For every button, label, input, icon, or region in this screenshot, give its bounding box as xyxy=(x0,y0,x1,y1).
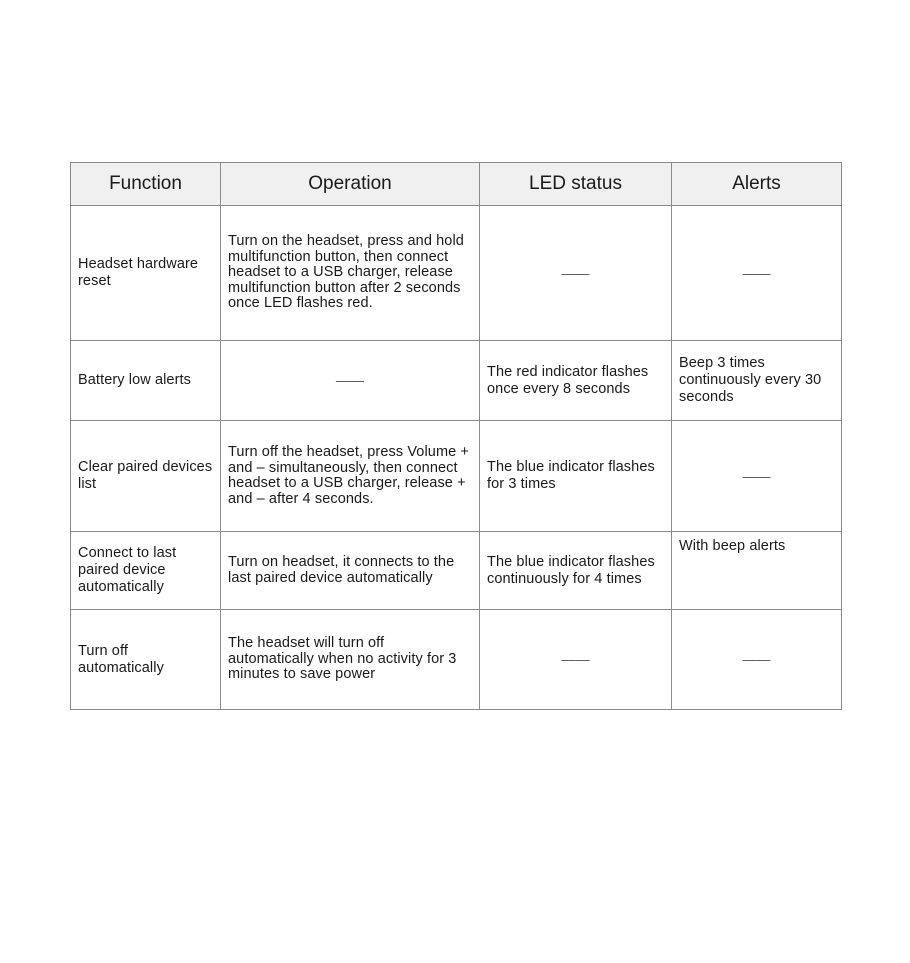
table-row xyxy=(71,532,842,610)
function-cell: Clear paired devices list xyxy=(71,421,221,532)
table-row xyxy=(71,206,842,341)
table-row xyxy=(71,610,842,710)
header-operation: Operation xyxy=(221,163,480,206)
header-function: Function xyxy=(71,163,221,206)
alerts-cell: With beep alerts xyxy=(672,532,842,610)
table-header xyxy=(71,163,842,206)
alerts-cell: —— xyxy=(672,421,842,532)
table-row xyxy=(71,341,842,421)
table-body xyxy=(71,206,842,710)
header-alerts: Alerts xyxy=(672,163,842,206)
operation-cell: The headset will turn off automatically when no activity for 3 minutes to save power xyxy=(221,610,480,710)
operation-cell: Turn on headset, it connects to the last paired device automatically xyxy=(221,532,480,610)
function-cell: Turn off automatically xyxy=(71,610,221,710)
led-status-cell: The red indicator flashes once every 8 seconds xyxy=(480,341,672,421)
alerts-cell: —— xyxy=(672,610,842,710)
function-table xyxy=(70,162,842,710)
table-row xyxy=(71,421,842,532)
operation-cell: Turn off the headset, press Volume + and – simultaneously, then connect headset to a USB charger, release + and – after 4 seconds. xyxy=(221,421,480,532)
function-cell: Headset hardware reset xyxy=(71,206,221,341)
operation-cell: Turn on the headset, press and hold multifunction button, then connect headset to a USB charger, release multifunction button after 2 seconds once LED flashes red. xyxy=(221,206,480,341)
led-status-cell: The blue indicator flashes for 3 times xyxy=(480,421,672,532)
led-status-cell: —— xyxy=(480,610,672,710)
operation-cell: —— xyxy=(221,341,480,421)
alerts-cell: —— xyxy=(672,206,842,341)
alerts-cell: Beep 3 times continuously every 30 seconds xyxy=(672,341,842,421)
function-cell: Connect to last paired device automatically xyxy=(71,532,221,610)
led-status-cell: —— xyxy=(480,206,672,341)
header-led-status: LED status xyxy=(480,163,672,206)
function-cell: Battery low alerts xyxy=(71,341,221,421)
led-status-cell: The blue indicator flashes continuously for 4 times xyxy=(480,532,672,610)
header-row xyxy=(71,163,842,206)
